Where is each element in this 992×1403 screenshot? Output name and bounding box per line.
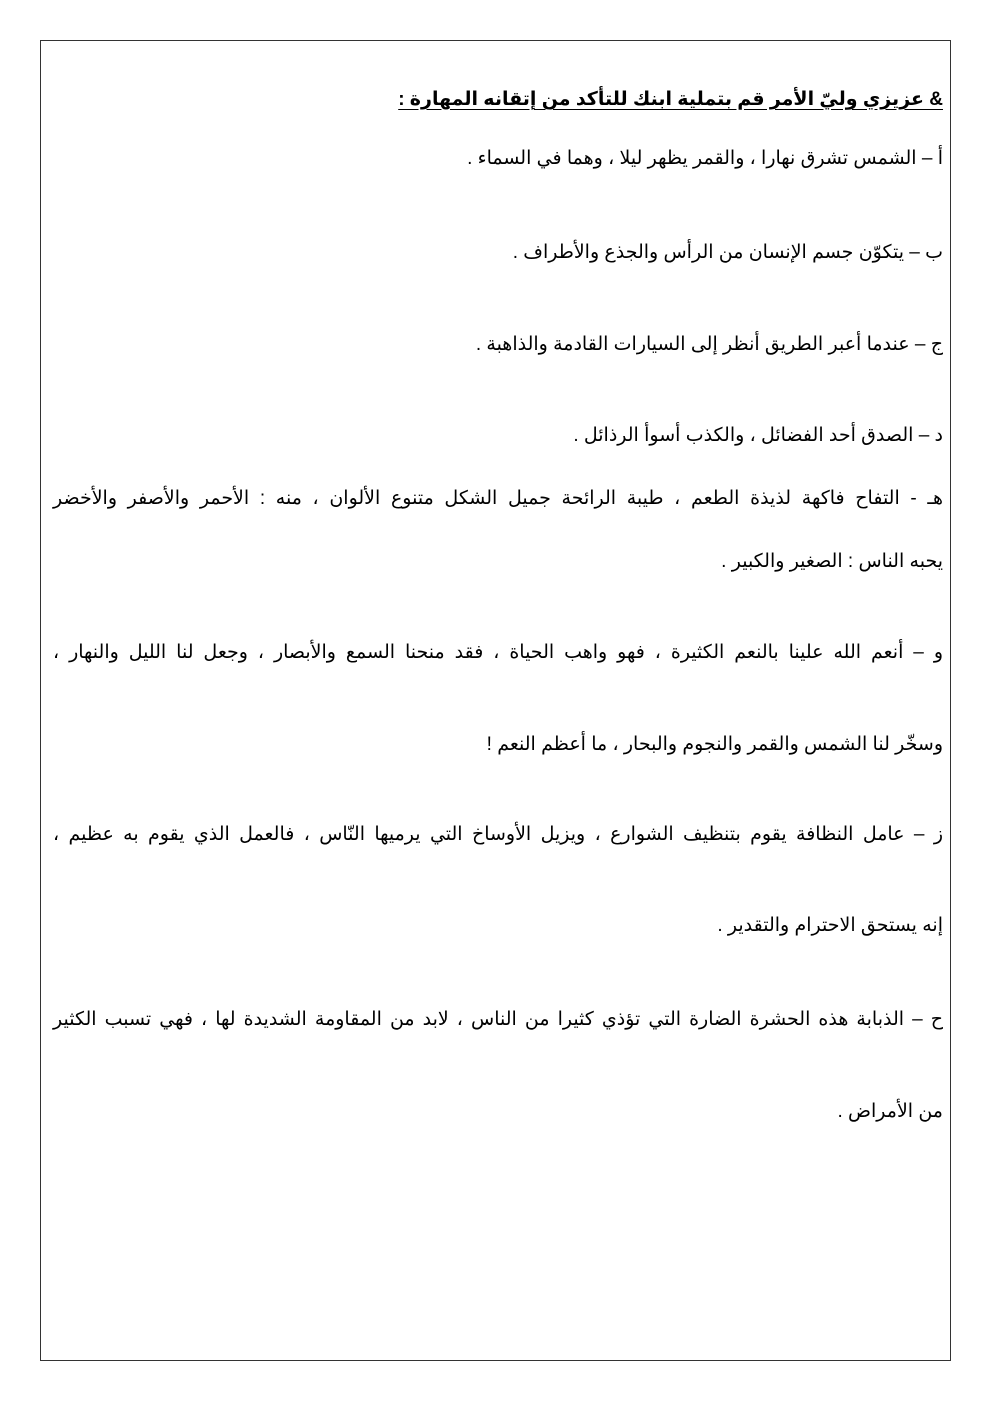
sentence-h-line-1: هـ - التفاح فاكهة لذيذة الطعم ، طيبة الرائحة جميل الشكل متنوع الألوان ، منه : الأحمر والأصفر والأخضر <box>53 488 943 509</box>
sentence-d: د – الصدق أحد الفضائل ، والكذب أسوأ الرذائل . <box>573 425 943 446</box>
sentence-w-line-2: وسخّر لنا الشمس والقمر والنجوم والبحار ، ما أعظم النعم ! <box>486 734 943 755</box>
page-title: & عزيزي وليّ الأمر قم بتملية ابنك للتأكد من إتقانه المهارة : <box>398 89 943 110</box>
sentence-w-line-1: و – أنعم الله علينا بالنعم الكثيرة ، فهو واهب الحياة ، فقد منحنا السمع والأبصار ، وجعل لنا الليل والنهار ، <box>53 642 943 663</box>
sentence-a: أ – الشمس تشرق نهارا ، والقمر يظهر ليلا ، وهما في السماء . <box>467 148 943 169</box>
sentence-z-line-1: ز – عامل النظافة يقوم بتنظيف الشوارع ، ويزيل الأوساخ التي يرميها النّاس ، فالعمل الذي يقوم به عظيم ، <box>53 824 943 845</box>
sentence-z-line-2: إنه يستحق الاحترام والتقدير . <box>717 915 943 936</box>
sentence-b: ب – يتكوّن جسم الإنسان من الرأس والجذع والأطراف . <box>512 242 943 263</box>
page-border <box>40 40 951 1361</box>
sentence-h-line-2: يحبه الناس : الصغير والكبير . <box>721 551 943 572</box>
sentence-ha-line-1: ح – الذبابة هذه الحشرة الضارة التي تؤذي كثيرا من الناس ، لابد من المقاومة الشديدة لها ، فهي تسبب الكثير <box>53 1009 943 1030</box>
sentence-ha-line-2: من الأمراض . <box>837 1101 943 1122</box>
sentence-j: ج – عندما أعبر الطريق أنظر إلى السيارات القادمة والذاهبة . <box>475 334 943 355</box>
